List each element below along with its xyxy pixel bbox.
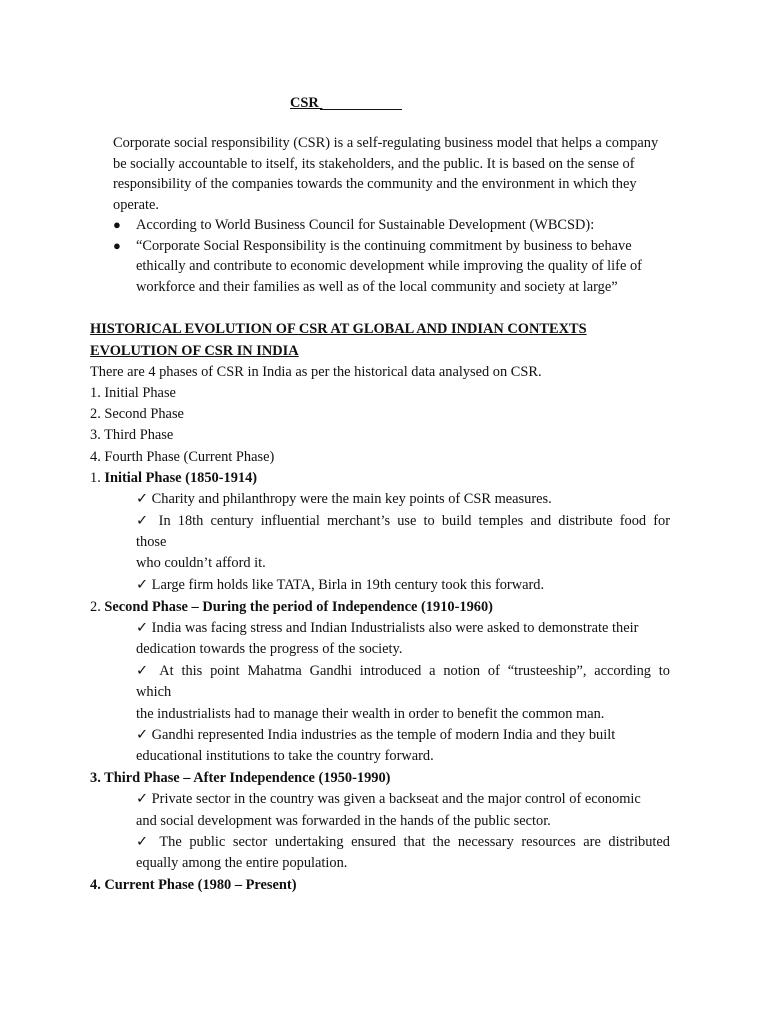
phase-list-item: 4. Fourth Phase (Current Phase) [90,449,275,465]
phase-2-point-cont: dedication towards the progress of the society. [136,641,403,657]
bullet-icon: ● [113,237,121,253]
phase-1-point-cont: who couldn’t afford it. [136,555,266,571]
phase-2-point: ✓ At this point Mahatma Gandhi introduced a notion of “trusteeship”, according to [136,663,670,679]
bullet-text: “Corporate Social Responsibility is the continuing commitment by business to behave ethically and contribute to economic development while improving the quality of life of workforce and their families as well as of the local community and society at large” [136,237,642,295]
phase-2-point-cont: which [136,684,172,700]
document-title: CSR [290,95,323,111]
phase-3-point-cont: and social development was forwarded in the hands of the public sector. [136,813,551,829]
phase-2-point: ✓ India was facing stress and Indian Industrialists also were asked to demonstrate their [136,620,639,636]
phase-1-heading [90,468,257,488]
section-heading-global: HISTORICAL EVOLUTION OF CSR AT GLOBAL AND INDIAN CONTEXTS [90,321,587,337]
phase-2-number: 2. [90,599,105,615]
phase-3-point-cont: equally among the entire population. [136,855,348,871]
bullet-item [113,215,673,236]
phase-list-item: 1. Initial Phase [90,385,176,401]
phase-1-point-cont: those [136,534,167,550]
phase-2-point-cont: the industrialists had to manage their wealth in order to benefit the common man. [136,706,605,722]
bullet-icon: ● [113,217,121,232]
phase-1-point: ✓ Charity and philanthropy were the main key points of CSR measures. [136,491,552,507]
phase-2-point-cont: educational institutions to take the country forward. [136,748,434,764]
phase-2-point: ✓ Gandhi represented India industries as the temple of modern India and they built [136,727,616,743]
intro-paragraph: Corporate social responsibility (CSR) is a self-regulating business model that helps a company be socially accountable to itself, its stakeholders, and the public. It is based on the sense of responsibility of the companies towards the community and the environment in which they operate. [113,135,659,213]
phase-2-title: Second Phase – During the period of Independence (1910-1960) [104,599,493,615]
bullet-item [113,236,673,298]
phase-list-item: 2. Second Phase [90,406,184,422]
definition-bullet-list [113,215,673,297]
phase-list-item: 3. Third Phase [90,427,174,443]
phase-1-title: Initial Phase (1850-1914) [104,470,258,486]
title-underline-extension [320,93,402,110]
phase-4-heading: 4. Current Phase (1980 – Present) [90,877,297,893]
phase-3-point: ✓ Private sector in the country was given a backseat and the major control of economic [136,791,641,807]
phase-1-number: 1. [90,470,105,486]
phase-3-point: ✓ The public sector undertaking ensured that the necessary resources are distributed [136,834,670,850]
phase-1-point: ✓ Large firm holds like TATA, Birla in 19th century took this forward. [136,577,545,593]
section-heading-india: EVOLUTION OF CSR IN INDIA [90,343,299,359]
bullet-text: According to World Business Council for Sustainable Development (WBCSD): [136,217,595,233]
phases-intro: There are 4 phases of CSR in India as per the historical data analysed on CSR. [90,364,542,380]
phase-3-heading: 3. Third Phase – After Independence (1950-1990) [90,770,391,786]
phase-2-heading [90,597,493,617]
phase-1-point: ✓ In 18th century influential merchant’s use to build temples and distribute food for [136,513,670,529]
